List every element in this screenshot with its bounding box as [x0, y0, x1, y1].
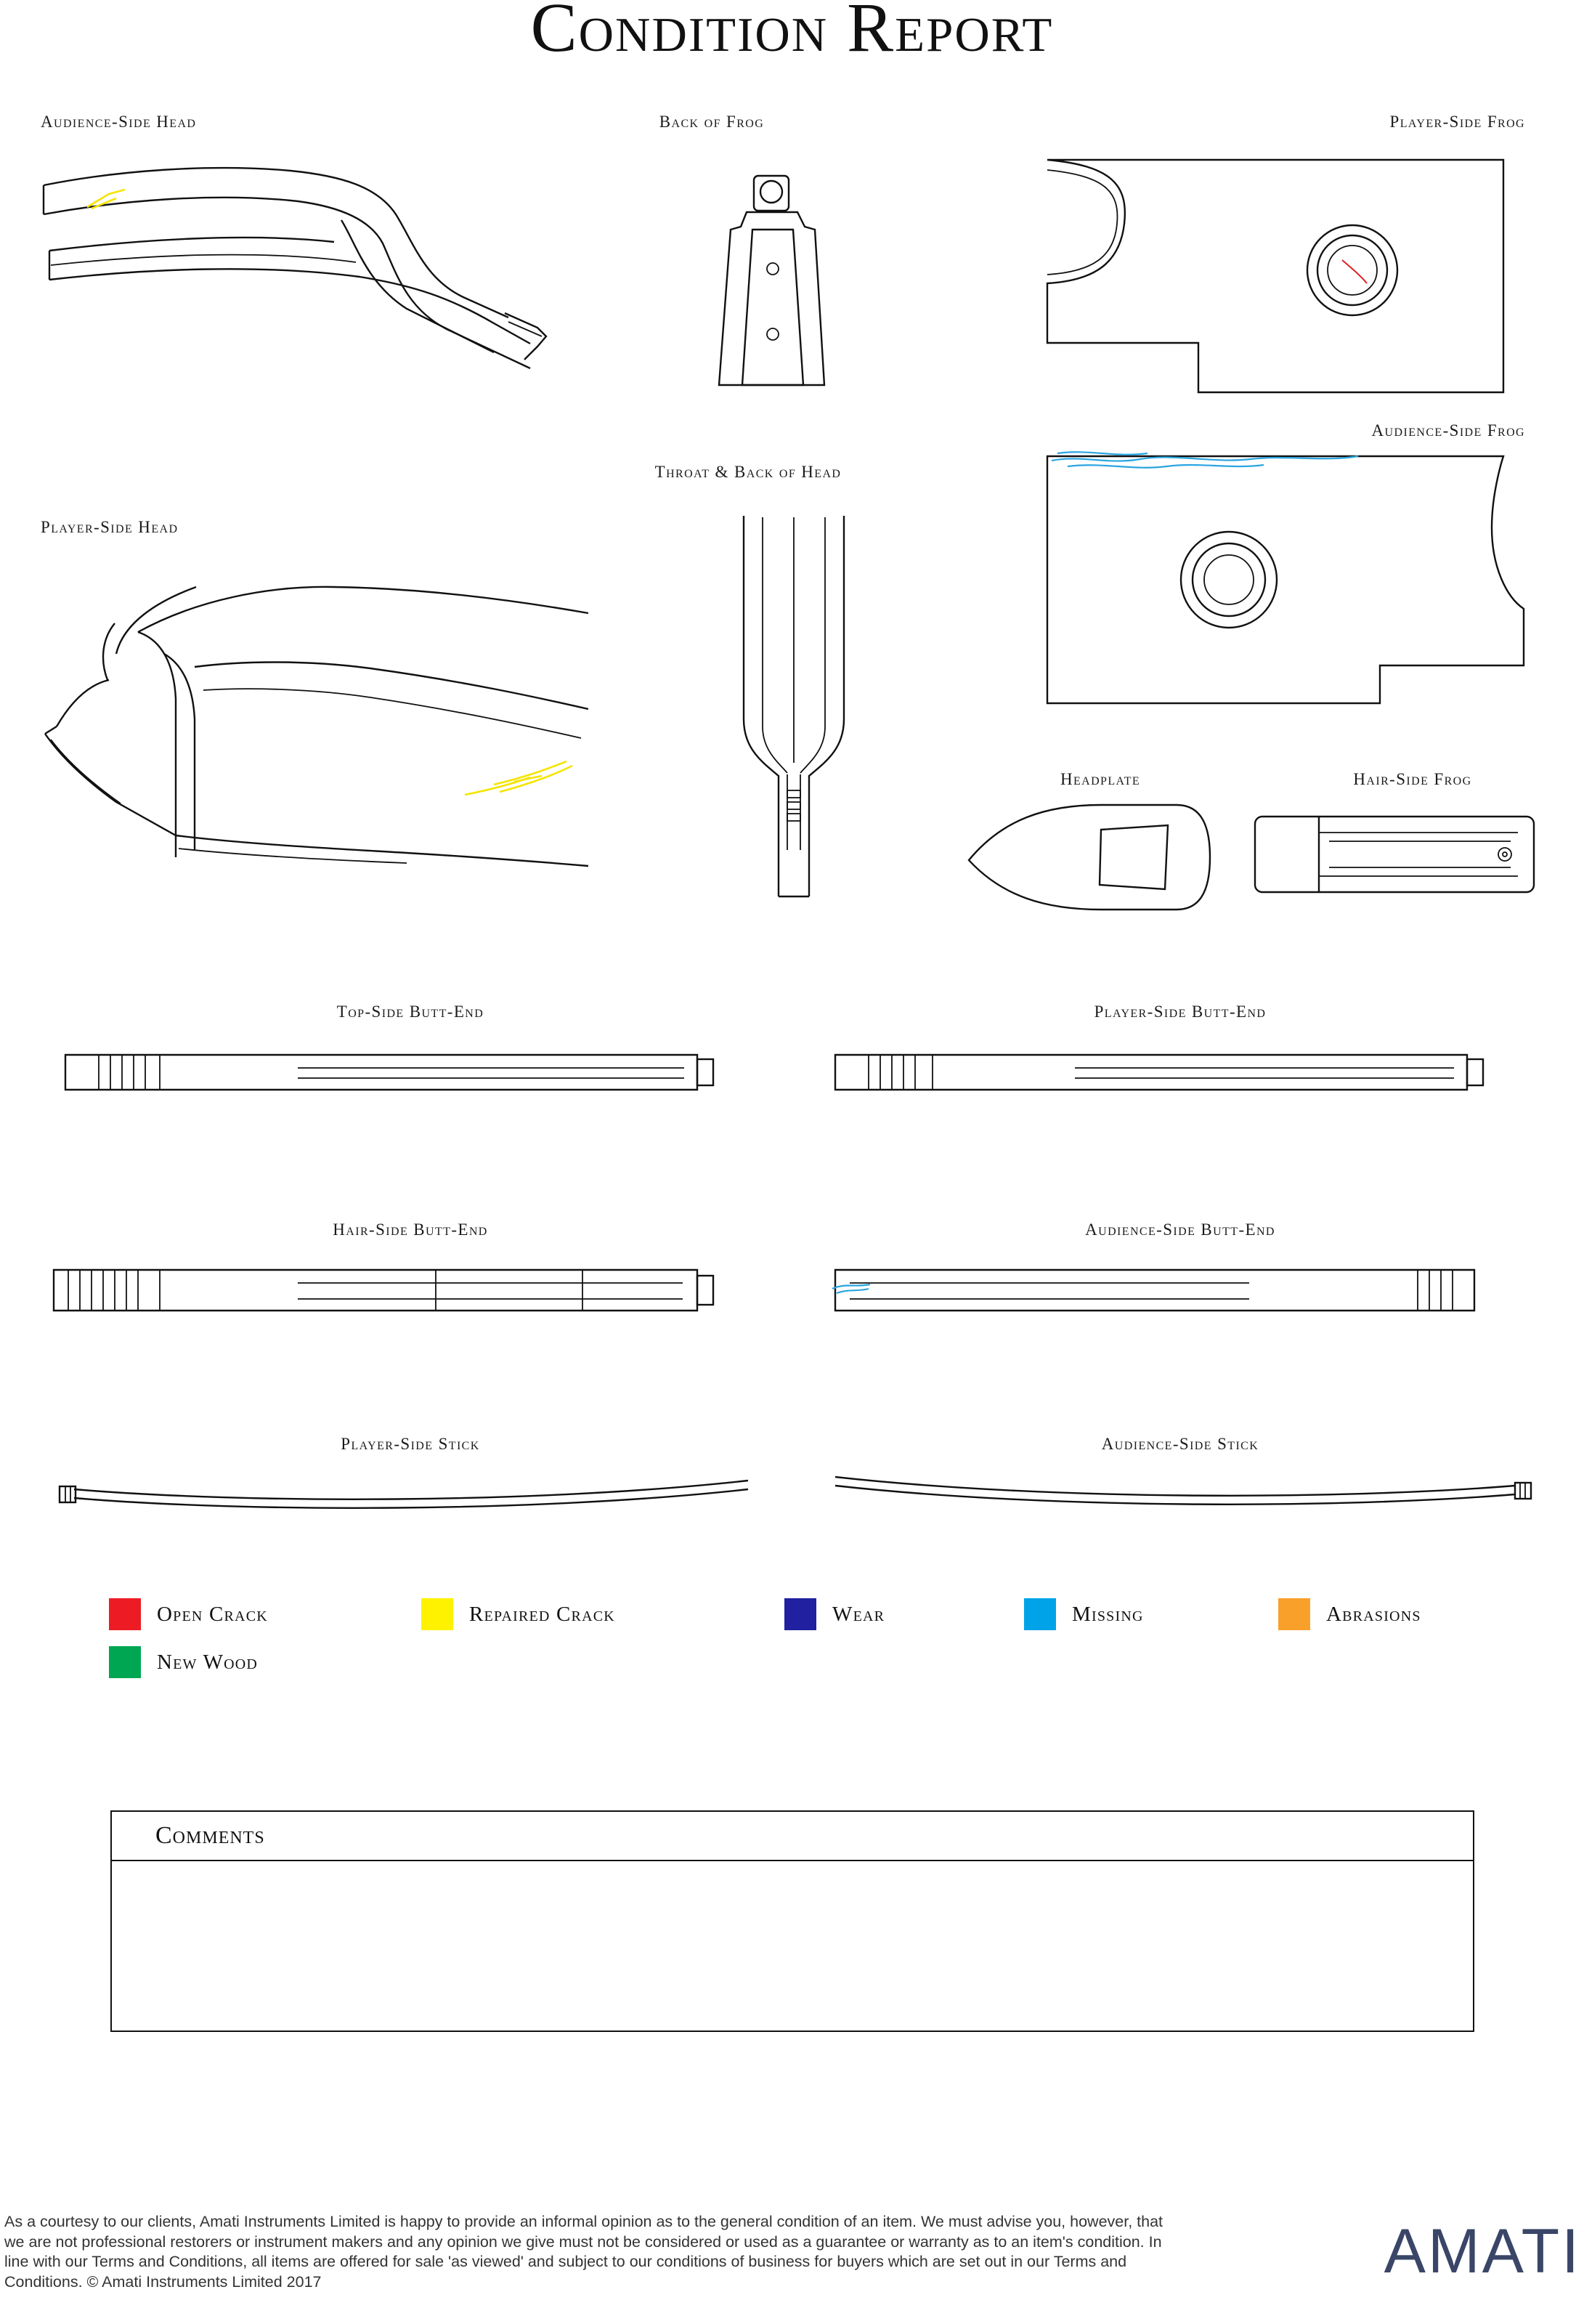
legend-label-new-wood: New Wood: [157, 1650, 259, 1674]
figure-headplate: [959, 799, 1220, 915]
page-title: Condition Report: [530, 0, 1054, 66]
legend-row-1: [109, 1598, 1489, 1630]
swatch-new-wood: [109, 1646, 141, 1678]
swatch-open-crack: [109, 1598, 141, 1630]
figure-back-of-frog: [712, 167, 864, 400]
swatch-missing: [1024, 1598, 1056, 1630]
caption-audience-side-frog: Audience-Side Frog: [1371, 421, 1525, 440]
comments-header: [112, 1812, 1473, 1861]
comments-box[interactable]: [110, 1810, 1474, 2032]
legend-row-2: [109, 1646, 1489, 1678]
comments-body[interactable]: [112, 1861, 1473, 2080]
legend-item-new-wood: [109, 1646, 258, 1678]
figure-audience-side-butt-end: [828, 1257, 1525, 1322]
legend-item-missing: [1024, 1598, 1278, 1630]
figure-player-side-head: [29, 545, 603, 872]
figure-audience-side-head: [29, 142, 581, 454]
caption-hair-side-butt-end: Hair-Side Butt-End: [333, 1220, 488, 1239]
swatch-repaired-crack: [421, 1598, 453, 1630]
legend-item-open-crack: [109, 1598, 421, 1630]
footer-disclaimer: As a courtesy to our clients, Amati Instruments Limited is happy to provide an informal opinion as to the general condition of an item. We must advise you, however, that we are not professional restorers or instrument makers and any opinion we give must not be considered or used as a guarantee or warranty as to an item's condition. In line with our Terms and Conditions, all items are offered for sale 'as viewed' and subject to our conditions of business for buyers which are set out in our Terms and Conditions. © Amati Instruments Limited 2017: [4, 2213, 1163, 2291]
legend-label-missing: Missing: [1072, 1602, 1144, 1626]
caption-player-side-butt-end: Player-Side Butt-End: [1094, 1003, 1267, 1021]
legend-item-wear: [784, 1598, 1024, 1630]
figure-hair-side-butt-end: [44, 1257, 741, 1322]
figure-audience-side-stick: [828, 1464, 1561, 1515]
legend-label-abrasions: Abrasions: [1326, 1602, 1421, 1626]
caption-throat-back-of-head: Throat & Back of Head: [654, 463, 842, 481]
figure-audience-side-frog: [1039, 448, 1532, 709]
figure-top-side-butt-end: [58, 1039, 741, 1104]
legend-label-repaired-crack: Repaired Crack: [469, 1602, 615, 1626]
swatch-wear: [784, 1598, 816, 1630]
amati-logo: AMATI: [1384, 2216, 1581, 2286]
figure-player-side-frog: [1039, 138, 1532, 392]
legend-label-open-crack: Open Crack: [157, 1602, 268, 1626]
caption-back-of-frog: Back of Frog: [659, 113, 765, 131]
caption-audience-side-head: Audience-Side Head: [41, 113, 197, 131]
caption-audience-side-butt-end: Audience-Side Butt-End: [1085, 1220, 1275, 1239]
figure-player-side-stick: [29, 1467, 763, 1518]
caption-hair-side-frog: Hair-Side Frog: [1353, 770, 1472, 788]
legend: [109, 1598, 1489, 1694]
legend-item-abrasions: [1278, 1598, 1421, 1630]
legend-label-wear: Wear: [832, 1602, 885, 1626]
swatch-abrasions: [1278, 1598, 1310, 1630]
caption-top-side-butt-end: Top-Side Butt-End: [336, 1003, 484, 1021]
comments-title: Comments: [155, 1822, 265, 1849]
figure-throat-back-of-head: [726, 509, 864, 901]
figure-hair-side-frog: [1249, 806, 1540, 908]
caption-player-side-frog: Player-Side Frog: [1389, 113, 1525, 131]
caption-headplate: Headplate: [1060, 770, 1141, 788]
caption-player-side-head: Player-Side Head: [41, 518, 179, 536]
figure-player-side-butt-end: [828, 1039, 1511, 1104]
caption-player-side-stick: Player-Side Stick: [341, 1435, 480, 1453]
legend-item-repaired-crack: [421, 1598, 784, 1630]
caption-audience-side-stick: Audience-Side Stick: [1101, 1435, 1259, 1453]
